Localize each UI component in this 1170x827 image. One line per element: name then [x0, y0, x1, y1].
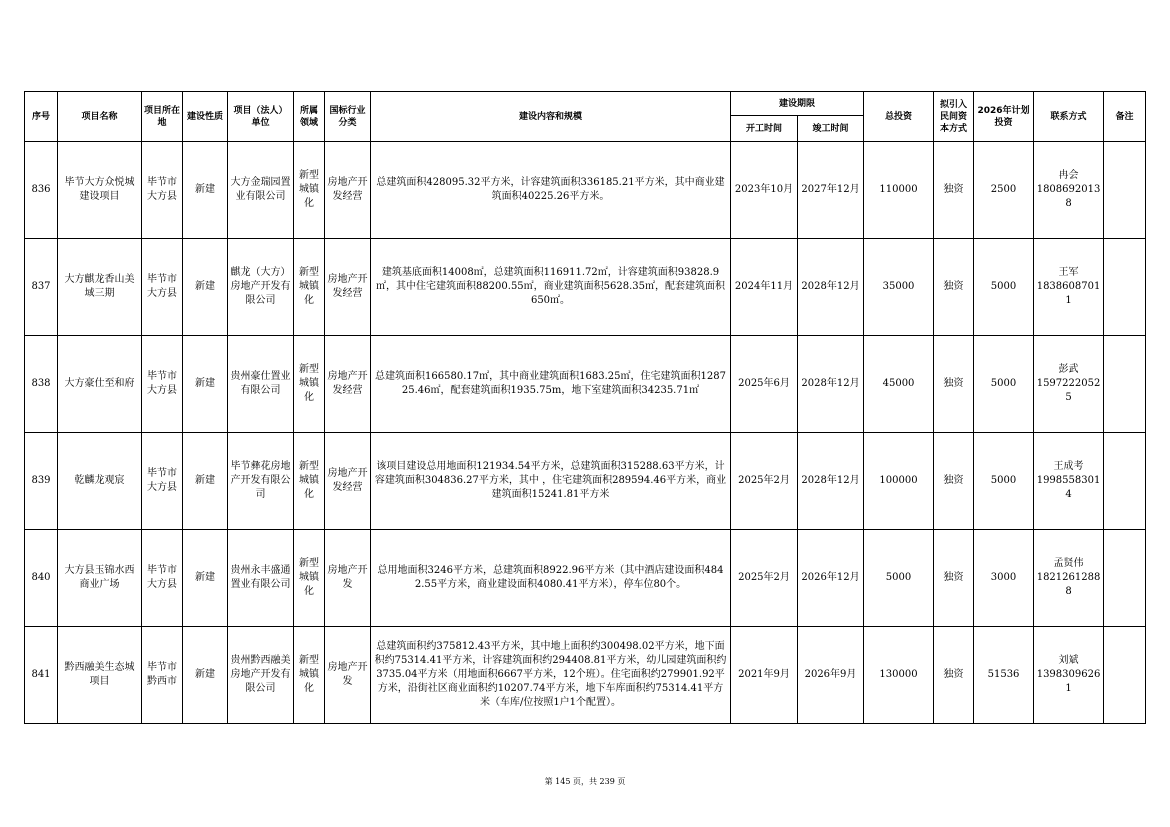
cell-content: 总建筑面积166580.17㎡，其中商业建筑面积1683.25㎡，住宅建筑面积128725.46㎡，配套建筑面积1935.75m，地下室建筑面积34235.71㎡: [371, 336, 731, 433]
header-plan: 2026年计划投资: [974, 92, 1034, 142]
cell-name: 大方豪仕至和府: [58, 336, 142, 433]
cell-industry: 房地产开发经营: [325, 336, 371, 433]
cell-invest: 5000: [864, 530, 934, 627]
cell-note: [1104, 239, 1146, 336]
contact-phone: 18212612888: [1036, 572, 1101, 597]
cell-seq: 840: [25, 530, 58, 627]
cell-unit: 贵州豪仕置业有限公司: [228, 336, 294, 433]
header-period: 建设期限: [731, 92, 864, 116]
cell-method: 独资: [934, 239, 974, 336]
cell-contact: [1034, 142, 1104, 239]
cell-plan: 2500: [974, 142, 1034, 239]
cell-plan: 5000: [974, 336, 1034, 433]
cell-note: [1104, 433, 1146, 530]
cell-invest: 100000: [864, 433, 934, 530]
cell-seq: 839: [25, 433, 58, 530]
cell-plan: 5000: [974, 239, 1034, 336]
cell-seq: 837: [25, 239, 58, 336]
cell-method: 独资: [934, 433, 974, 530]
cell-name: 黔西融美生态城项目: [58, 627, 142, 724]
cell-contact: [1034, 530, 1104, 627]
cell-invest: 45000: [864, 336, 934, 433]
contact-phone: 18386087011: [1036, 281, 1101, 306]
table-row: [25, 239, 1146, 336]
header-end: 竣工时间: [798, 116, 864, 142]
cell-name: 大方麒龙香山美域三期: [58, 239, 142, 336]
cell-content: 总建筑面积428095.32平方米，计容建筑面积336185.21平方米，其中商业建筑面积40225.26平方米。: [371, 142, 731, 239]
cell-end: 2026年9月: [798, 627, 864, 724]
cell-unit: 麒龙（大方）房地产开发有限公司: [228, 239, 294, 336]
cell-industry: 房地产开发: [325, 627, 371, 724]
contact-phone: 19985583014: [1036, 475, 1101, 500]
cell-location: 毕节市大方县: [142, 433, 183, 530]
header-nature: 建设性质: [183, 92, 228, 142]
cell-nature: 新建: [183, 627, 228, 724]
header-name: 项目名称: [58, 92, 142, 142]
cell-name: 毕节大方众悦城建设项目: [58, 142, 142, 239]
contact-name: 刘斌: [1058, 655, 1079, 666]
page-footer: 第 145 页，共 239 页: [544, 777, 626, 786]
table-row: [25, 627, 1146, 724]
cell-nature: 新建: [183, 530, 228, 627]
cell-invest: 35000: [864, 239, 934, 336]
cell-start: 2023年10月: [731, 142, 798, 239]
cell-location: 毕节市大方县: [142, 239, 183, 336]
cell-nature: 新建: [183, 336, 228, 433]
cell-nature: 新建: [183, 433, 228, 530]
cell-start: 2025年6月: [731, 336, 798, 433]
cell-location: 毕节市黔西市: [142, 627, 183, 724]
cell-seq: 838: [25, 336, 58, 433]
cell-field: 新型城镇化: [294, 530, 325, 627]
cell-plan: 3000: [974, 530, 1034, 627]
cell-nature: 新建: [183, 239, 228, 336]
cell-end: 2028年12月: [798, 239, 864, 336]
header-method: 拟引入民间资本方式: [934, 92, 974, 142]
cell-name: 大方县玉锦水西商业广场: [58, 530, 142, 627]
project-table: [24, 91, 1146, 724]
cell-field: 新型城镇化: [294, 142, 325, 239]
cell-method: 独资: [934, 336, 974, 433]
cell-plan: 51536: [974, 627, 1034, 724]
cell-industry: 房地产开发经营: [325, 433, 371, 530]
header-content: 建设内容和规模: [371, 92, 731, 142]
header-start: 开工时间: [731, 116, 798, 142]
header-field: 所属领域: [294, 92, 325, 142]
cell-start: 2021年9月: [731, 627, 798, 724]
contact-name: 孟贤伟: [1053, 558, 1084, 569]
table-row: [25, 142, 1146, 239]
cell-field: 新型城镇化: [294, 336, 325, 433]
cell-end: 2027年12月: [798, 142, 864, 239]
table-row: [25, 336, 1146, 433]
cell-name: 乾麟龙观宸: [58, 433, 142, 530]
cell-method: 独资: [934, 530, 974, 627]
cell-unit: 大方金瑞园置业有限公司: [228, 142, 294, 239]
cell-seq: 841: [25, 627, 58, 724]
cell-contact: [1034, 627, 1104, 724]
cell-unit: 贵州黔西融美房地产开发有限公司: [228, 627, 294, 724]
contact-name: 王成考: [1053, 461, 1084, 472]
cell-contact: [1034, 336, 1104, 433]
cell-content: 该项目建设总用地面积121934.54平方米，总建筑面积315288.63平方米，计容建筑面积304836.27平方米，其中 ，住宅建筑面积289594.46平方米，商业建筑面积15241.81平方米: [371, 433, 731, 530]
cell-end: 2028年12月: [798, 433, 864, 530]
cell-contact: [1034, 433, 1104, 530]
cell-content: 总用地面积3246平方米，总建筑面积8922.96平方米（其中酒店建设面积4842.55平方米，商业建设面积4080.41平方米），停车位80个。: [371, 530, 731, 627]
cell-note: [1104, 142, 1146, 239]
cell-end: 2028年12月: [798, 336, 864, 433]
cell-unit: 贵州永丰盛通置业有限公司: [228, 530, 294, 627]
cell-field: 新型城镇化: [294, 433, 325, 530]
cell-location: 毕节市大方县: [142, 142, 183, 239]
cell-note: [1104, 336, 1146, 433]
cell-start: 2024年11月: [731, 239, 798, 336]
table-body: [25, 142, 1146, 724]
cell-plan: 5000: [974, 433, 1034, 530]
cell-field: 新型城镇化: [294, 627, 325, 724]
header-contact: 联系方式: [1034, 92, 1104, 142]
cell-invest: 130000: [864, 627, 934, 724]
cell-industry: 房地产开发: [325, 530, 371, 627]
table-row: [25, 530, 1146, 627]
cell-location: 毕节市大方县: [142, 530, 183, 627]
contact-name: 冉会: [1058, 170, 1079, 181]
cell-contact: [1034, 239, 1104, 336]
cell-method: 独资: [934, 142, 974, 239]
header-industry: 国标行业分类: [325, 92, 371, 142]
cell-content: 总建筑面积约375812.43平方米，其中地上面积约300498.02平方米，地下面积约75314.41平方米，计容建筑面积约294408.81平方米，幼儿园建筑面积约3735.04平方米（用地面积6667平方米，12个班）。住宅面积约279901.92平方米，沿街社区商业面积约10207.74平方米，地下车库面积约75314.41平方米（车库/位按照1户1个配置）。: [371, 627, 731, 724]
cell-note: [1104, 627, 1146, 724]
cell-nature: 新建: [183, 142, 228, 239]
cell-unit: 毕节彝花房地产开发有限公司: [228, 433, 294, 530]
cell-field: 新型城镇化: [294, 239, 325, 336]
cell-end: 2026年12月: [798, 530, 864, 627]
contact-phone: 18086920138: [1036, 184, 1101, 209]
cell-location: 毕节市大方县: [142, 336, 183, 433]
contact-name: 王军: [1058, 267, 1079, 278]
header-invest: 总投资: [864, 92, 934, 142]
cell-method: 独资: [934, 627, 974, 724]
contact-phone: 13983096261: [1036, 669, 1101, 694]
header-unit: 项目（法人）单位: [228, 92, 294, 142]
table-row: [25, 433, 1146, 530]
cell-industry: 房地产开发经营: [325, 239, 371, 336]
cell-start: 2025年2月: [731, 433, 798, 530]
cell-start: 2025年2月: [731, 530, 798, 627]
cell-seq: 836: [25, 142, 58, 239]
header-location: 项目所在地: [142, 92, 183, 142]
cell-note: [1104, 530, 1146, 627]
cell-industry: 房地产开发经营: [325, 142, 371, 239]
header-note: 备注: [1104, 92, 1146, 142]
contact-phone: 15972220525: [1036, 378, 1101, 403]
cell-content: 建筑基底面积14008㎡，总建筑面积116911.72㎡，计容建筑面积93828.9㎡，其中住宅建筑面积88200.55㎡，商业建筑面积5628.35㎡，配套建筑面积650㎡。: [371, 239, 731, 336]
header-seq: 序号: [25, 92, 58, 142]
contact-name: 彭武: [1058, 364, 1079, 375]
cell-invest: 110000: [864, 142, 934, 239]
